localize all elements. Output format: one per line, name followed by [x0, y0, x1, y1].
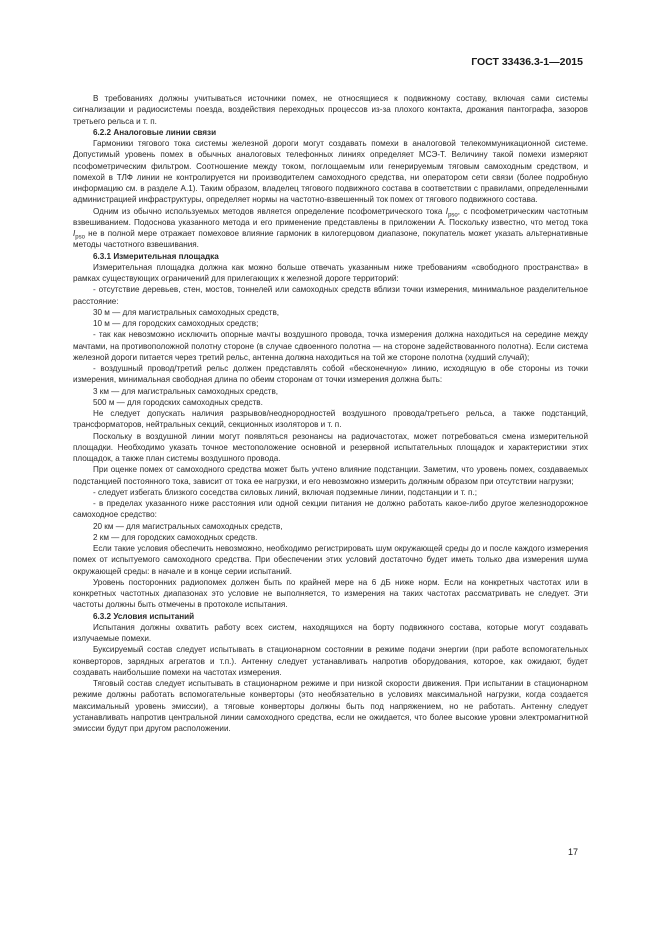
variable-symbol: I	[73, 229, 76, 238]
paragraph-text: не в полной мере отражает помеховое влияние гармоник в килогерцовом диапазоне, покупатель может указать альтернативные методы частотного взвешивания.	[73, 229, 588, 250]
subscript-text: pso	[448, 212, 458, 219]
document-standard-header: ГОСТ 33436.3-1—2015	[471, 56, 583, 68]
paragraph: - так как невозможно исключить опорные мачты воздушного провода, точка измерения должна находиться на середине между мачтами, на противоположной полотну стороне (в случае сдвоенного полотна — на стороне задействованного полотна). Если система железной дороги питается через третий рельс, антенна должна находиться на той же стороне полотна (худший случай);	[73, 330, 588, 362]
paragraph: Не следует допускать наличия разрывов/неоднородностей воздушного провода/третьего рельса, а также подстанций, трансформаторов, нейтральных секций, секционных изоляторов и т. п.	[73, 409, 588, 430]
paragraph: В требованиях должны учитываться источники помех, не относящиеся к подвижному составу, включая сами системы сигнализации и радиосистемы поезда, воздействия переходных процессов из-за плохого контакта, дрожания пантографа, зазоров третьего рельса и т. п.	[73, 94, 588, 126]
paragraph: Буксируемый состав следует испытывать в стационарном состоянии в режиме подачи энергии (при работе вспомогательных конверторов, зарядных агрегатов и т.п.). Антенну следует устанавливать напротив оборудования, которое, как ожидают, будет создавать наибольшие помехи на частотах измерения.	[73, 645, 588, 677]
paragraph: Поскольку в воздушной линии могут появляться резонансы на радиочастотах, может потребоваться смена измерительной площадки. Необходимо указать точное местоположение основной и резервной испытательных площадок и характеристики этих площадок, а также план системы воздушного провода.	[73, 431, 588, 463]
paragraph-text: Одним из обычно используемых методов является определение псофометрического тока	[93, 206, 446, 216]
list-item: 500 м — для городских самоходных средств.	[93, 397, 263, 407]
subscript-text: pso	[75, 234, 85, 241]
paragraph: - в пределах указанного ниже расстояния или одной секции питания не должно работать какое-либо другое железнодорожное самоходное средство:	[73, 499, 588, 520]
paragraph: Испытания должны охватить работу всех систем, находящихся на борту подвижного состава, которые могут создавать излучаемые помехи.	[73, 622, 588, 643]
paragraph: - воздушный провод/третий рельс должен представлять собой «бесконечную» линию, исходящую в обе стороны из точки измерения, минимальная свободная длина по обеим сторонам от точки измерения должна быть:	[73, 364, 588, 385]
paragraph: - отсутствие деревьев, стен, мостов, тоннелей или самоходных средств вблизи точки измерения, минимальное разделительное расстояние:	[73, 285, 588, 306]
list-item: 3 км — для магистральных самоходных средств,	[93, 386, 279, 396]
paragraph: Гармоники тягового тока системы железной дороги могут создавать помехи в аналоговой телекоммуникационной системе. Допустимый уровень помех в обычных аналоговых телефонных линиях определяет МСЭ-Т. Величину такой помехи измеряют псофометрическим фильтром. Соотношение между током, поглощаемым или генерируемым тяговым самоходным средством, и помехой в ТЛФ линии не контролируется ни производителем самоходного средства, ни оператором сети связи (более подробную информацию см. в разделе А.1). Таким образом, владелец тягового подвижного состава в соответствии с правилами, определенными администрацией инфраструктуры, определяет нормы на частотно-взвешенный ток помех от тягового подвижного состава.	[73, 139, 588, 205]
list-item: 30 м — для магистральных самоходных средств,	[93, 307, 280, 317]
paragraph: Тяговый состав следует испытывать в стационарном режиме и при низкой скорости движения. При испытании в стационарном режиме должны работать вспомогательные конверторы (это необязательно в условиях максимальной нагрузки, когда создается максимальный уровень эмиссии), а тяговые конверторы должны быть под напряжением, но не работать. Антенну следует устанавливать напротив центральной линии самоходного средства, если не ожидается, что более высокие уровни электромагнитной эмиссии будут при другом расположении.	[73, 679, 588, 733]
variable-symbol: I	[445, 206, 449, 216]
paragraph-text: , с псофометрическим частотным взвешиванием. Подоснова указанного метода и его применение представлены в приложении А. Поскольку известно, что метод тока	[73, 206, 588, 227]
section-heading: 6.3.1 Измерительная площадка	[93, 251, 219, 261]
page-number: 17	[567, 847, 578, 857]
list-item: 10 м — для городских самоходных средств;	[93, 319, 259, 328]
list-item: 20 км — для магистральных самоходных средств,	[93, 521, 283, 531]
paragraph: Уровень посторонних радиопомех должен быть по крайней мере на 6 дБ ниже норм. Если на конкретных частотах или в конкретных частотных диапазонах это условие не выполняется, то измерения на таких частотах рассматривать не следует. Эти частоты должны быть отмечены в протоколе испытания.	[73, 577, 588, 610]
section-heading: 6.3.2 Условия испытаний	[93, 611, 195, 621]
paragraph: Измерительная площадка должна как можно больше отвечать указанным ниже требованиям «свободного пространства» в рамках существующих ограничений для прилегающих к железной дороге территорий:	[73, 262, 588, 283]
document-body	[73, 93, 588, 734]
paragraph	[73, 206, 588, 251]
paragraph: Если такие условия обеспечить невозможно, необходимо регистрировать шум окружающей среды до и после каждого измерения помех от испытуемого самоходного средства. При обеспечении этих условий достаточно будет иметь только два измерения шума окружающей среды: в начале и в конце серии испытаний.	[73, 544, 588, 576]
paragraph: При оценке помех от самоходного средства может быть учтено влияние подстанции. Заметим, что уровень помех, создаваемых подстанцией постоянного тока, зависит от тока ее нагрузки, и его невозможно измерить должным образом при отсутствии нагрузки;	[73, 465, 588, 486]
paragraph: - следует избегать близкого соседства силовых линий, включая подземные линии, подстанции и т. п.;	[93, 487, 477, 497]
list-item: 2 км — для городских самоходных средств.	[93, 532, 258, 542]
section-heading: 6.2.2 Аналоговые линии связи	[93, 127, 217, 137]
